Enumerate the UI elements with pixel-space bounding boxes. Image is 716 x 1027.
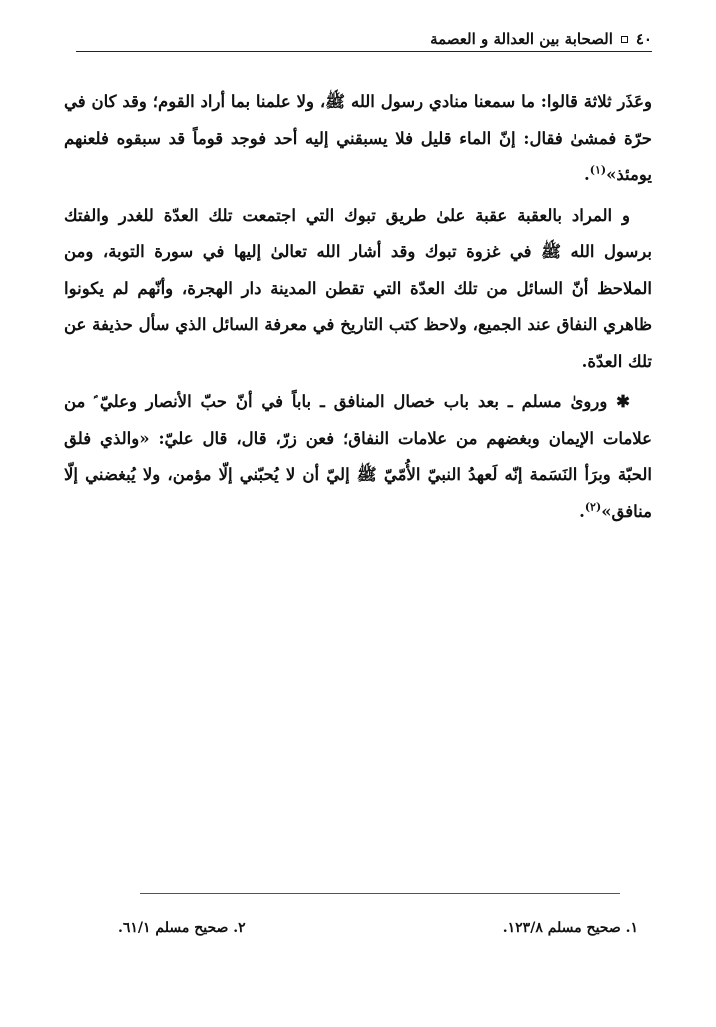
paragraph-2-text: و المراد بالعقبة عقبة علىٰ طريق تبوك التي اجتمعت تلك العدّة للغدر والفتك برسول الله ﷺ في غزوة تبوك وقد أشار الله تعالىٰ إليها في سورة التوبة، ومن الملاحظ أنّ السائل من تلك العدّة التي تقطن المدينة دار الهجرة، وأنّهم لم يكونوا ظاهري النفاق عند الجميع، ولاحظ كتب التاريخ في معرفة السائل الذي سأل حذيفة عن تلك العدّة. [64, 205, 652, 371]
footnote-2: ٢. صحيح مسلم ٦١/١. [118, 920, 246, 936]
footnotes [118, 920, 638, 936]
footnote-divider [140, 893, 620, 894]
paragraph-3-text: ✱ وروىٰ مسلم ـ بعد باب خصال المنافق ـ باباً في أنّ حبّ الأنصار وعليّ ؑ من علامات الإيمان وبغضهم من علامات النفاق؛ فعن زرّ، قال، قال عليّ: «والذي فلق الحبّة وبرَأ النَسَمة إنّه لَعهدُ النبيّ الأُمّيّ ﷺ إليّ أن لا يُحبّني إلّا مؤمن، ولا يُبغضني إلّا منافق» [64, 392, 652, 521]
footnote-1: ١. صحيح مسلم ١٢٣/٨. [502, 920, 638, 936]
paragraph-1-text: وعَذَر ثلاثة قالوا: ما سمعنا منادي رسول الله ﷺ، ولا علمنا بما أراد القوم؛ وقد كان في حرّة فمشىٰ فقال: إنّ الماء قليل فلا يسبقني إليه أحد فوجد قوماً قد سبقوه فلعنهم يومئذ» [64, 92, 652, 184]
header-rule [76, 51, 652, 52]
running-head [430, 30, 652, 48]
paragraph-3: ✱ وروىٰ مسلم ـ بعد باب خصال المنافق ـ باباً في أنّ حبّ الأنصار وعليّ ؑ من علامات الإيمان وبغضهم من علامات النفاق؛ فعن زرّ، قال، قال عليّ: «والذي فلق الحبّة وبرَأ النَسَمة إنّه لَعهدُ النبيّ الأُمّيّ ﷺ إليّ أن لا يُحبّني إلّا مؤمن، ولا يُبغضني إلّا منافق»$^{(٢)}$. [64, 392, 652, 521]
paragraph-2 [64, 198, 652, 381]
running-title: الصحابة بين العدالة و العصمة [430, 30, 613, 48]
footnote-ref-1: (١) [589, 163, 607, 177]
footnote-ref-2: (٢) [584, 500, 602, 513]
square-bullet-icon [621, 36, 628, 43]
main-text [64, 84, 652, 534]
paragraph-1: وعَذَر ثلاثة قالوا: ما سمعنا منادي رسول الله ﷺ، ولا علمنا بما أراد القوم؛ وقد كان في حرّة فمشىٰ فقال: إنّ الماء قليل فلا يسبقني إليه أحد فوجد قوماً قد سبقوه فلعنهم يومئذ»$^{(١)}$. [64, 92, 652, 184]
page-number: ٤٠ [635, 30, 652, 48]
